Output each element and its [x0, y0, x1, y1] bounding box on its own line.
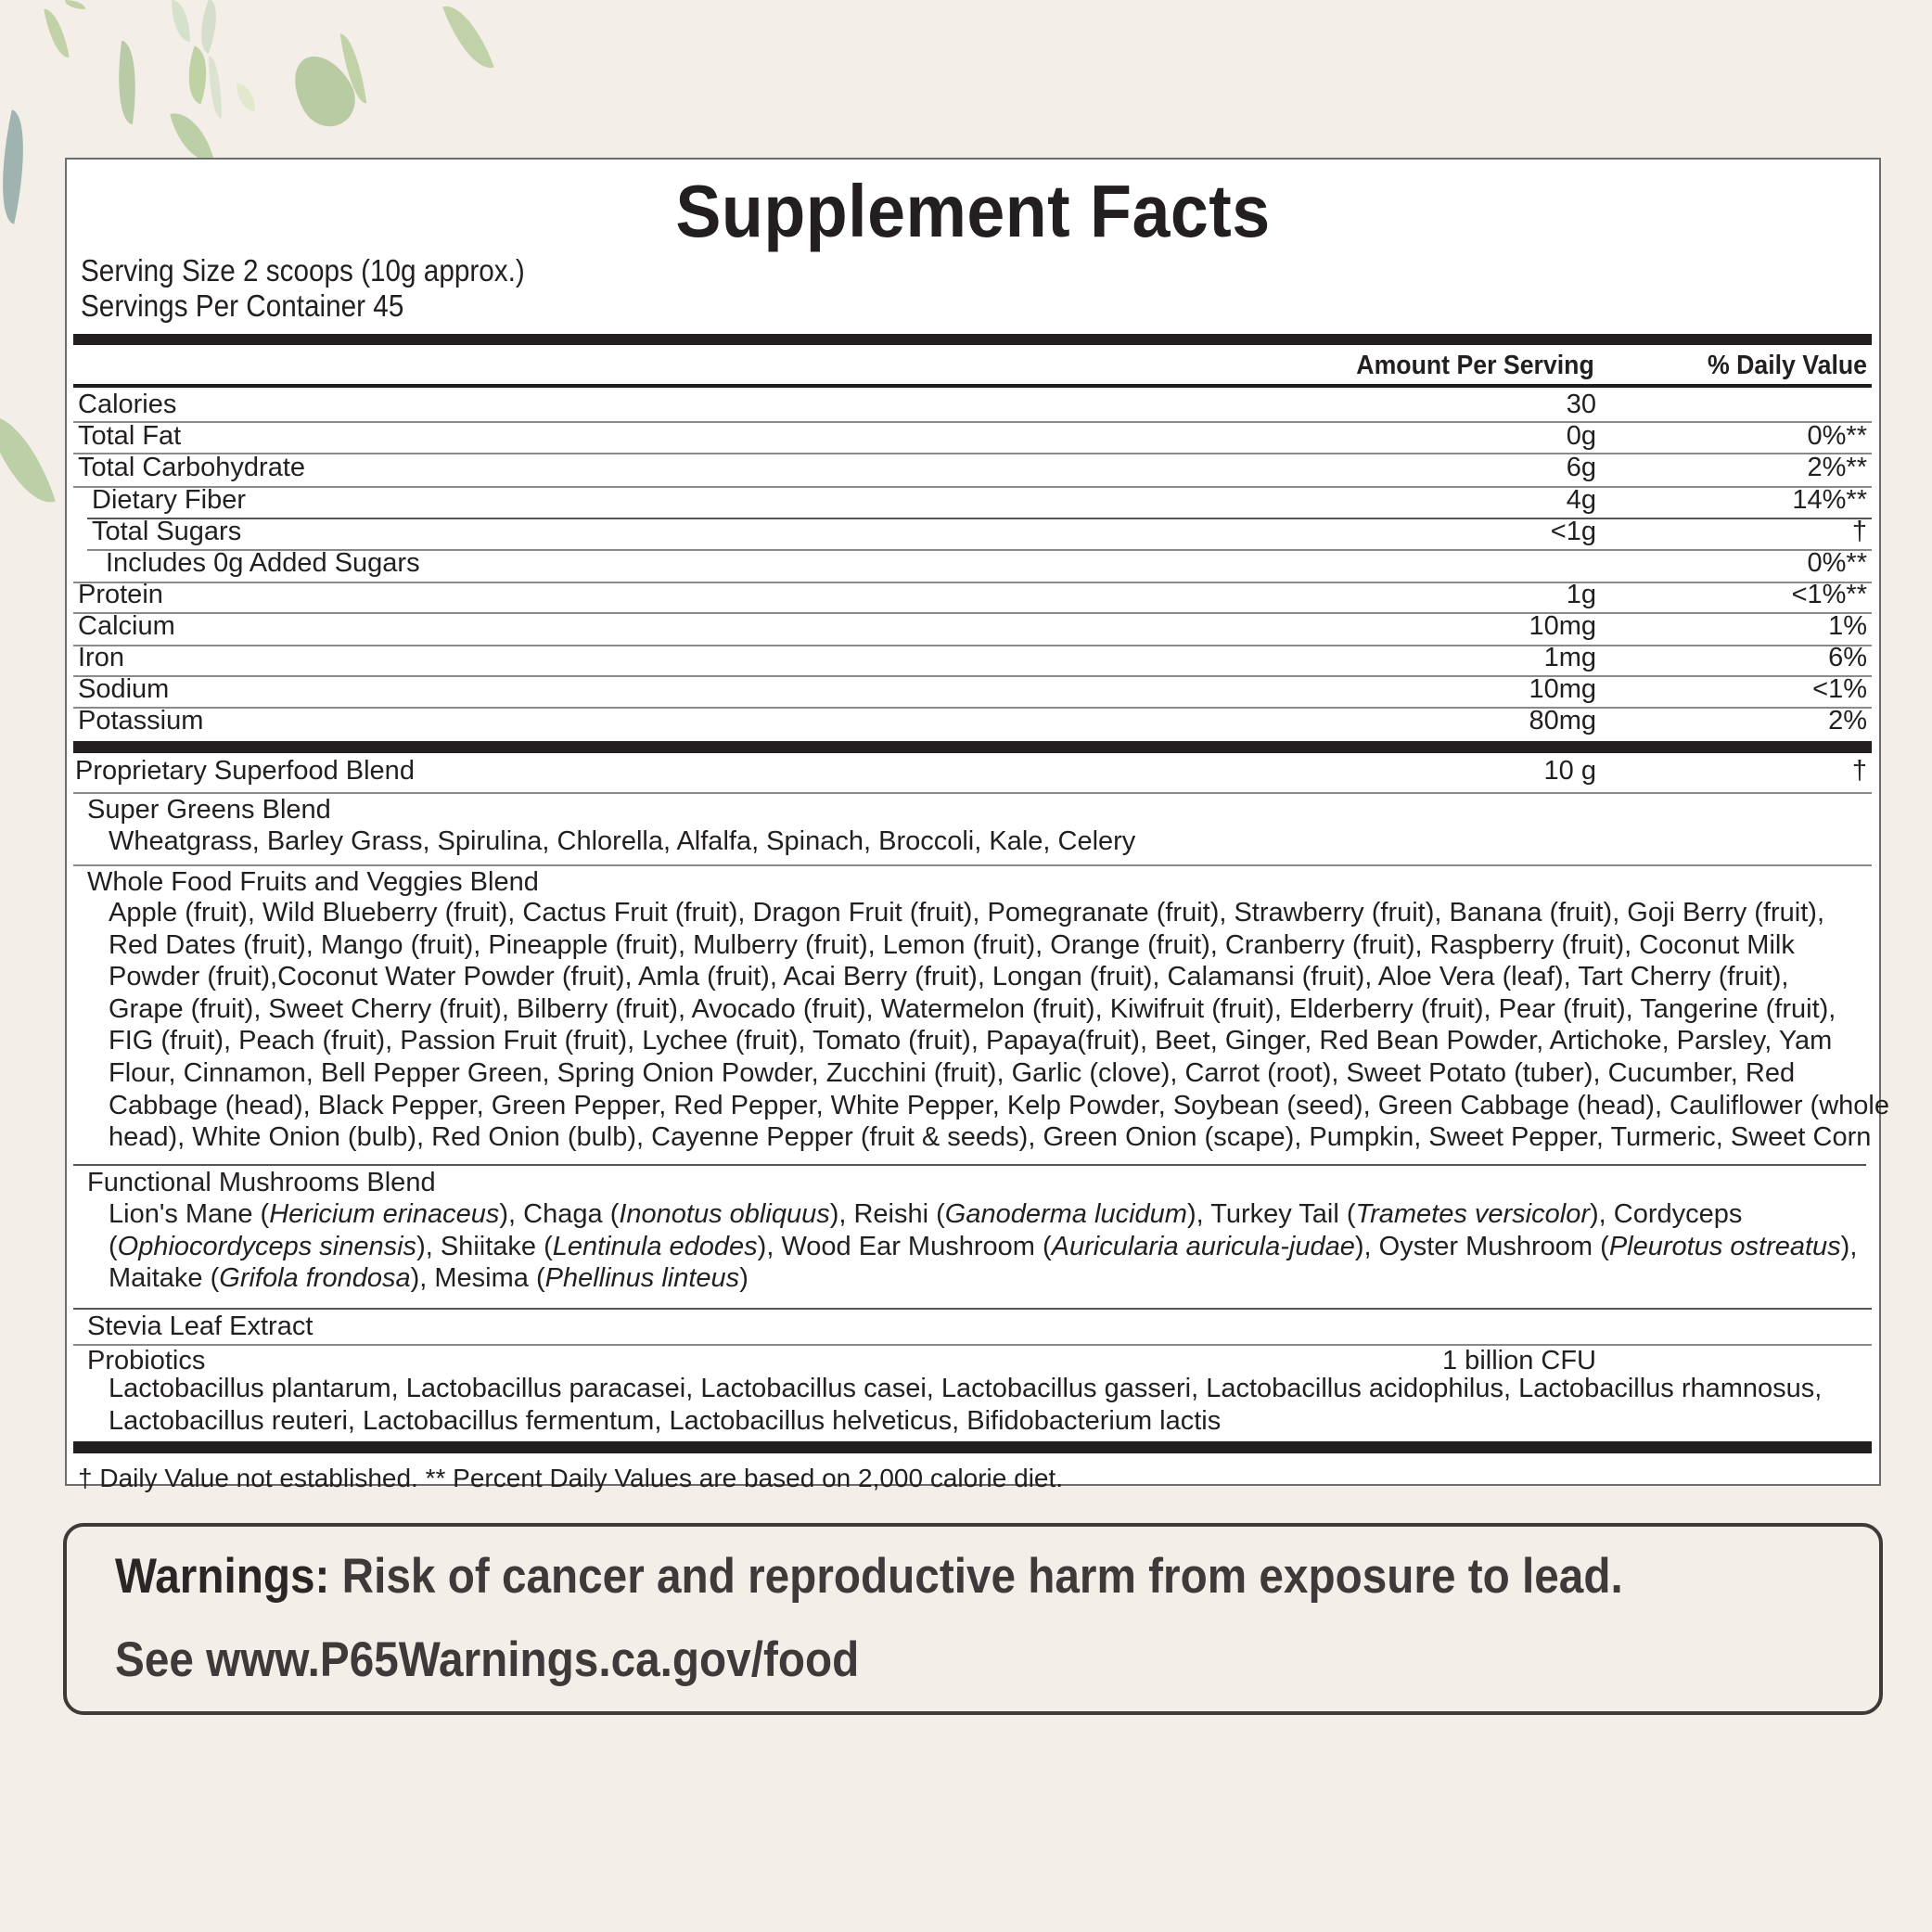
- nutrient-amount: 4g: [1566, 485, 1596, 515]
- nutrient-name: Dietary Fiber: [92, 485, 246, 515]
- nutrient-dv: <1%**: [1791, 580, 1867, 609]
- leaf-icon: [44, 6, 69, 60]
- servings-per-container: Servings Per Container 45: [81, 288, 404, 323]
- nutrient-amount: <1g: [1550, 517, 1596, 546]
- blend-ingredients-fruits-veggies: [109, 897, 1889, 1154]
- nutrient-dv: 2%**: [1807, 453, 1867, 482]
- probiotics-row: [73, 1345, 1872, 1376]
- nutrient-row: [73, 673, 1872, 705]
- warning-line: [115, 1549, 1623, 1605]
- warning-box: [63, 1523, 1883, 1715]
- proprietary-blend-amount: 10 g: [1543, 756, 1596, 786]
- nutrient-name: Total Carbohydrate: [78, 453, 306, 482]
- row-divider: [73, 792, 1872, 794]
- serving-size: Serving Size 2 scoops (10g approx.): [81, 253, 525, 288]
- daily-value-header: % Daily Value: [1707, 351, 1867, 380]
- ingredient-line: Cabbage (head), Black Pepper, Green Pepper, Red Pepper, White Pepper, Kelp Powder, Soybean (seed), Green Cabbage (head), Cauliflower (whole: [109, 1090, 1889, 1120]
- ingredient-line: Maitake (Grifola frondosa), Mesima (Phellinus linteus): [109, 1263, 748, 1294]
- nutrient-name: Total Fat: [78, 421, 182, 451]
- nutrient-name: Total Sugars: [92, 517, 242, 546]
- nutrient-row: [73, 579, 1872, 610]
- proprietary-blend-row: [73, 755, 1872, 787]
- warning-label: Warnings:: [115, 1549, 330, 1604]
- ingredient-line: FIG (fruit), Peach (fruit), Passion Fruit (fruit), Lychee (fruit), Tomato (fruit), Papaya(fruit), Beet, Ginger, Red Bean Powder, Artichoke, Parsley, Yam: [109, 1026, 1833, 1056]
- nutrient-amount: 6g: [1566, 453, 1596, 482]
- leaf-icon: [0, 404, 56, 514]
- warning-link[interactable]: See www.P65Warnings.ca.gov/food: [115, 1632, 860, 1687]
- thick-divider: [73, 334, 1872, 345]
- ingredient-line: Apple (fruit), Wild Blueberry (fruit), Cactus Fruit (fruit), Dragon Fruit (fruit), Pomegranate (fruit), Strawberry (fruit), Banana (fruit), Goji Berry (fruit),: [109, 898, 1824, 928]
- nutrient-name: Sodium: [78, 674, 170, 704]
- nutrient-name: Calcium: [78, 611, 175, 641]
- nutrient-row: [73, 389, 1872, 420]
- nutrient-dv: †: [1851, 517, 1867, 546]
- leaf-icon: [442, 0, 494, 77]
- blend-title-mushrooms: Functional Mushrooms Blend: [87, 1168, 436, 1197]
- nutrient-dv: 1%: [1828, 611, 1867, 641]
- nutrient-row: [73, 547, 1872, 579]
- ingredient-line: (Ophiocordyceps sinensis), Shiitake (Lentinula edodes), Wood Ear Mushroom (Auricularia auricula-judae), Oyster Mushroom (Pleurotus ostreatus),: [109, 1231, 1858, 1261]
- nutrient-row: [73, 516, 1872, 547]
- nutrient-row: [73, 610, 1872, 642]
- nutrient-dv: 0%**: [1807, 421, 1867, 451]
- nutrient-amount: 10mg: [1529, 674, 1596, 704]
- leaf-icon: [0, 109, 37, 224]
- header-divider: [73, 384, 1872, 388]
- ingredient-line: Lactobacillus reuteri, Lactobacillus fermentum, Lactobacillus helveticus, Bifidobacterium lactis: [109, 1405, 1222, 1436]
- blend-title-super-greens: Super Greens Blend: [87, 795, 331, 825]
- thick-divider: [73, 741, 1872, 753]
- nutrient-row: [73, 705, 1872, 736]
- leaf-icon: [209, 56, 222, 119]
- blend-title-stevia: Stevia Leaf Extract: [87, 1311, 313, 1341]
- leaf-icon: [172, 0, 190, 42]
- proprietary-blend-dv: †: [1851, 756, 1867, 786]
- nutrient-dv: 6%: [1828, 643, 1867, 672]
- amount-per-serving-header: Amount Per Serving: [1356, 351, 1594, 380]
- nutrient-name: Includes 0g Added Sugars: [106, 548, 420, 578]
- nutrient-amount: 80mg: [1529, 706, 1596, 736]
- nutrient-dv: 0%**: [1807, 548, 1867, 578]
- nutrient-row: [73, 642, 1872, 673]
- nutrient-name: Calories: [78, 390, 177, 419]
- leaf-icon: [191, 0, 226, 54]
- ingredient-line: Flour, Cinnamon, Bell Pepper Green, Spring Onion Powder, Zucchini (fruit), Garlic (clove), Carrot (root), Sweet Potato (tuber), Cucumber, Red: [109, 1057, 1796, 1088]
- nutrient-dv: 14%**: [1792, 485, 1867, 515]
- nutrient-amount: 1mg: [1543, 643, 1596, 672]
- proprietary-blend-name: Proprietary Superfood Blend: [75, 756, 415, 786]
- nutrient-amount: 10mg: [1529, 611, 1596, 641]
- nutrient-amount: 30: [1566, 390, 1596, 419]
- nutrient-dv: 2%: [1828, 706, 1867, 736]
- row-divider: [73, 1308, 1872, 1310]
- footnote: † Daily Value not established. ** Percent Daily Values are based on 2,000 calorie diet.: [78, 1464, 1064, 1492]
- ingredient-line: Lactobacillus plantarum, Lactobacillus paracasei, Lactobacillus casei, Lactobacillus gasseri, Lactobacillus acidophilus, Lactobacillus rhamnosus,: [109, 1374, 1823, 1403]
- ingredient-line: Powder (fruit),Coconut Water Powder (fruit), Amla (fruit), Acai Berry (fruit), Longan (fruit), Calamansi (fruit), Aloe Vera (leaf), Tart Cherry (fruit),: [109, 962, 1789, 992]
- nutrient-row: [73, 452, 1872, 483]
- nutrient-row: [73, 484, 1872, 516]
- nutrient-amount: 1g: [1566, 580, 1596, 609]
- nutrient-name: Iron: [78, 643, 124, 672]
- nutrient-row: [73, 420, 1872, 452]
- ingredient-line: Red Dates (fruit), Mango (fruit), Pineapple (fruit), Mulberry (fruit), Lemon (fruit), Orange (fruit), Cranberry (fruit), Raspberry (fruit), Coconut Milk: [109, 929, 1795, 960]
- ingredient-line: head), White Onion (bulb), Red Onion (bulb), Cayenne Pepper (fruit & seeds), Green Onion (scape), Pumpkin, Sweet Pepper, Turmeric, Sweet Corn: [109, 1122, 1872, 1153]
- blend-title-probiotics: Probiotics: [87, 1346, 206, 1375]
- nutrient-name: Protein: [78, 580, 163, 609]
- supplement-facts-panel: [65, 158, 1889, 1492]
- blend-ingredients-mushrooms: [109, 1198, 1872, 1295]
- panel-title: Supplement Facts: [675, 170, 1271, 252]
- row-divider: [73, 1164, 1866, 1166]
- nutrient-name: Potassium: [78, 706, 204, 736]
- blend-title-fruits-veggies: Whole Food Fruits and Veggies Blend: [87, 867, 539, 897]
- leaf-icon: [110, 41, 144, 124]
- blend-ingredients-probiotics: [109, 1373, 1872, 1437]
- warning-text: Risk of cancer and reproductive harm from exposure to lead.: [329, 1549, 1623, 1604]
- leaf-icon: [65, 0, 85, 9]
- ingredient-line: Grape (fruit), Sweet Cherry (fruit), Bilberry (fruit), Avocado (fruit), Watermelon (fruit), Kiwifruit (fruit), Elderberry (fruit), Pear (fruit), Tangerine (fruit),: [109, 993, 1836, 1024]
- nutrient-dv: <1%: [1812, 674, 1867, 704]
- ingredient-line: Lion's Mane (Hericium erinaceus), Chaga (Inonotus obliquus), Reishi (Ganoderma lucidum), Turkey Tail (Trametes versicolor), Cordyceps: [109, 1199, 1743, 1229]
- blend-ingredients-super-greens: Wheatgrass, Barley Grass, Spirulina, Chlorella, Alfalfa, Spinach, Broccoli, Kale, Celery: [109, 826, 1136, 856]
- thick-divider: [73, 1441, 1872, 1453]
- probiotics-amount: 1 billion CFU: [1442, 1346, 1596, 1375]
- nutrient-amount: 0g: [1566, 421, 1596, 451]
- leaf-icon: [237, 83, 255, 111]
